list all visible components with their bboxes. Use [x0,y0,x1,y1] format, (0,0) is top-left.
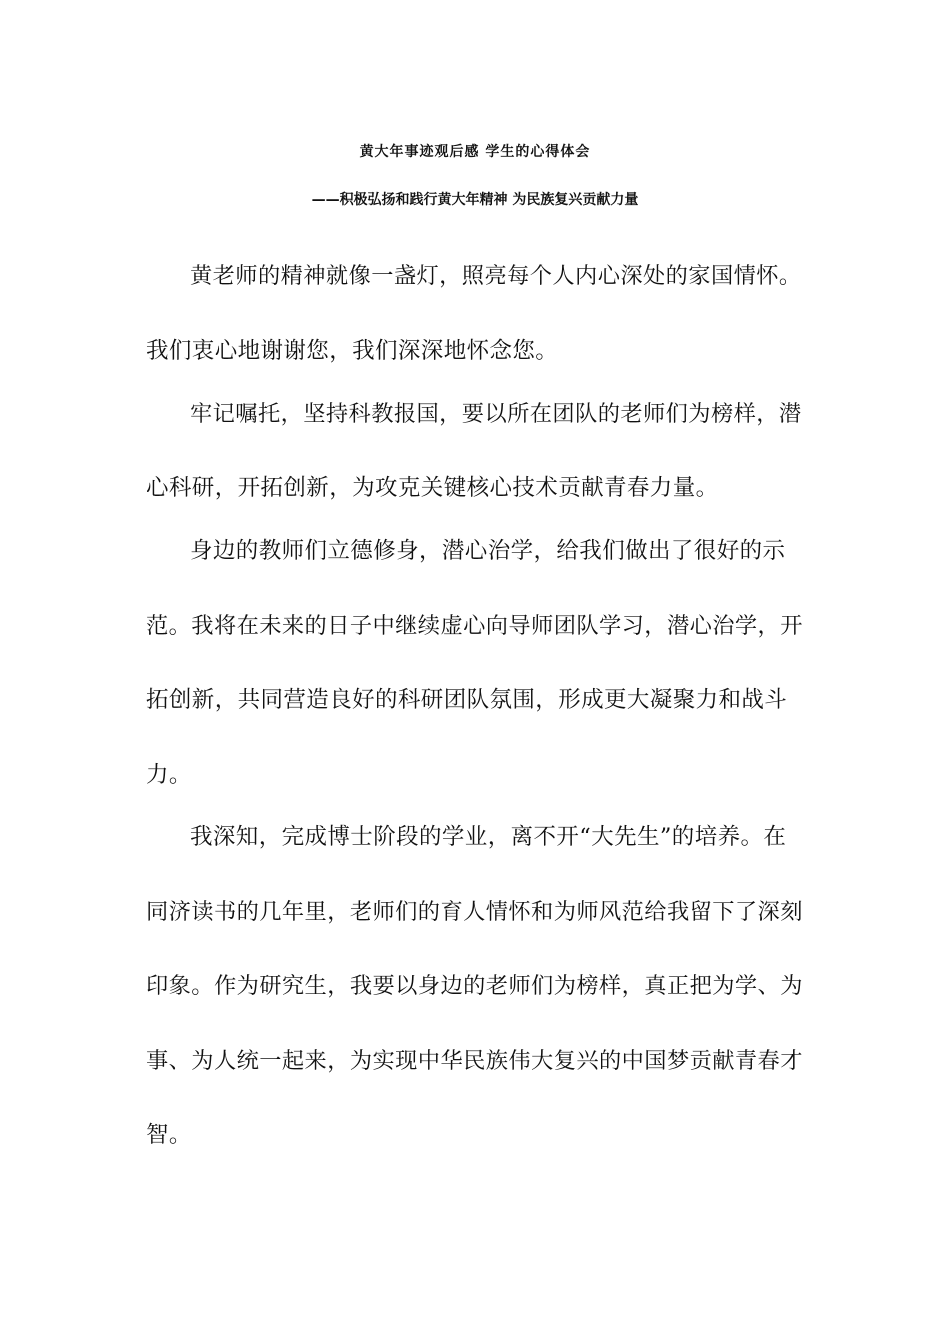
paragraph-2-line-1: 牢记嘱托，坚持科教报国，要以所在团队的老师们为榜样，潜 [190,401,802,427]
paragraph-1-line-1: 黄老师的精神就像一盏灯，照亮每个人内心深处的家国情怀。 [190,263,802,289]
paragraph-3-line-1: 身边的教师们立德修身，潜心治学，给我们做出了很好的示 [190,538,786,564]
paragraph-3-line-3: 拓创新，共同营造良好的科研团队氛围，形成更大凝聚力和战斗 [146,687,788,713]
paragraph-4-line-4: 事、为人统一起来，为实现中华民族伟大复兴的中国梦贡献青春才 [146,1048,803,1074]
document-subtitle: ——积极弘扬和践行黄大年精神 为民族复兴贡献力量 [311,192,639,208]
document-title: 黄大年事迹观后感 学生的心得体会 [359,144,591,160]
paragraph-4-line-5: 智。 [146,1122,192,1148]
paragraph-4-line-3: 印象。作为研究生，我要以身边的老师们为榜样，真正把为学、为 [146,973,803,999]
paragraph-4-line-1: 我深知，完成博士阶段的学业，离不开“大先生”的培养。在 [190,824,787,850]
paragraph-3-line-4: 力。 [146,762,192,788]
paragraph-3-line-2: 范。我将在未来的日子中继续虚心向导师团队学习，潜心治学，开 [146,613,803,639]
paragraph-2-line-2: 心科研，开拓创新，为攻克关键核心技术贡献青春力量。 [146,475,719,501]
paragraph-4-line-2: 同济读书的几年里，老师们的育人情怀和为师风范给我留下了深刻 [146,899,803,925]
paragraph-1-line-2: 我们衷心地谢谢您，我们深深地怀念您。 [146,338,559,364]
